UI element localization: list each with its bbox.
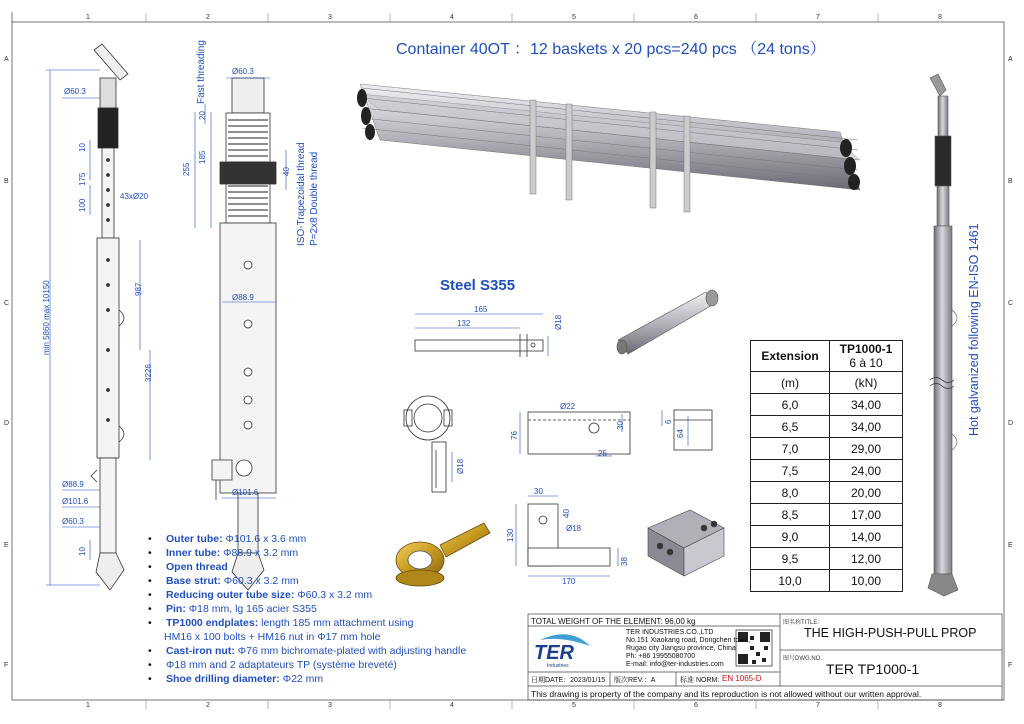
row-label-e-right: E xyxy=(1008,542,1013,549)
extension-cell: 8,0 xyxy=(751,482,830,504)
dim-plate-c-38: 38 xyxy=(620,557,629,566)
plate-a-drawing xyxy=(528,412,630,454)
container-note: Container 40OT ：12 baskets x 20 pcs=240 pcs （24 tons） xyxy=(396,41,826,58)
spec-item: • Outer tube: Φ101.6 x 3.6 mm xyxy=(148,533,307,545)
row-label-f: F xyxy=(4,662,9,669)
dim-head-d101: Ø101.6 xyxy=(232,488,259,497)
pin-3d-image xyxy=(617,290,718,354)
col-label-8: 8 xyxy=(938,14,942,21)
spec-item: • Reducing outer tube size: Φ60.3 x 3.2 mm xyxy=(148,589,373,601)
dim-plate-a-25: 25 xyxy=(598,449,607,458)
dim-left-10a: 10 xyxy=(78,143,87,152)
dim-plate-c-170: 170 xyxy=(562,577,576,586)
table-row xyxy=(751,504,903,526)
drawing-title-label: 图名称TITLE: xyxy=(783,620,820,626)
extension-cell: 9,0 xyxy=(751,526,830,548)
galvanized-note: Hot galvanized following EN-ISO 1461 xyxy=(967,223,981,436)
row-label-a-right: A xyxy=(1008,56,1013,63)
row-label-d: D xyxy=(4,420,10,427)
unit-m: (m) xyxy=(751,372,830,394)
dim-left-d60-top: Ø60.3 xyxy=(64,87,86,96)
dim-plate-c-30: 30 xyxy=(534,487,543,496)
dim-plate-c-d18: Ø18 xyxy=(566,524,582,533)
thread-note-2: P=2x8 Double thread xyxy=(309,151,320,246)
drawing-title: THE HIGH-PUSH-PULL PROP xyxy=(804,626,977,640)
spec-item: • Open thread xyxy=(148,561,228,573)
extension-cell: 8,5 xyxy=(751,504,830,526)
col-label-7: 7 xyxy=(816,14,820,21)
company-address-2: Rugao city Jiangsu province, China xyxy=(626,645,736,652)
company-email: E-mail: info@ter-industries.com xyxy=(626,661,724,668)
table-row xyxy=(751,394,903,416)
extension-cell: 7,0 xyxy=(751,438,830,460)
col-label-2: 2 xyxy=(206,14,210,21)
drawing-date: 日期DATE：2023/01/15 xyxy=(531,677,606,684)
fast-threading-label: Fast threading xyxy=(196,40,207,104)
load-cell: 14,00 xyxy=(830,526,903,548)
col-label-3: 3 xyxy=(328,14,332,21)
disclaimer: This drawing is property of the company and its reproduction is not allowed without our written approval. xyxy=(531,689,922,699)
header-extension: Extension xyxy=(751,341,830,372)
dim-pin-132: 132 xyxy=(457,319,471,328)
extension-cell: 10,0 xyxy=(751,570,830,592)
dim-left-d60-bottom: Ø60.3 xyxy=(62,517,84,526)
unit-kn: (kN) xyxy=(830,372,903,394)
col-label-5: 5 xyxy=(572,14,576,21)
row-label-e: E xyxy=(4,542,9,549)
col-label-6-bottom: 6 xyxy=(694,702,698,709)
ter-logo-sub: Industries xyxy=(547,663,569,669)
dim-head-185: 185 xyxy=(198,150,207,164)
load-table-units xyxy=(751,372,903,394)
prop-bundle-image xyxy=(360,84,860,212)
col-label-3-bottom: 3 xyxy=(328,702,332,709)
left-prop-drawing xyxy=(91,44,128,590)
dim-plate-b-6: 6 xyxy=(664,419,673,424)
col-label-1-bottom: 1 xyxy=(86,702,90,709)
row-label-d-right: D xyxy=(1008,420,1014,427)
load-cell: 10,00 xyxy=(830,570,903,592)
dim-plate-a-30: 30 xyxy=(616,421,625,430)
dim-left-987: 987 xyxy=(134,282,143,296)
col-label-4-bottom: 4 xyxy=(450,702,454,709)
row-label-c: C xyxy=(4,300,10,307)
dim-plate-a-76: 76 xyxy=(510,431,519,440)
company-name: TER INDUSTRIES.CO.,LTD xyxy=(626,629,714,636)
spec-item: • Shoe drilling diameter: Φ22 mm xyxy=(148,673,324,685)
load-cell: 24,00 xyxy=(830,460,903,482)
dim-pin-d18: Ø18 xyxy=(554,314,563,330)
row-label-f-right: F xyxy=(1008,662,1013,669)
dim-head-d60: Ø60.3 xyxy=(232,67,254,76)
table-row xyxy=(751,438,903,460)
total-weight: TOTAL WEIGHT OF THE ELEMENT: 96,00 kg xyxy=(531,617,696,626)
col-label-5-bottom: 5 xyxy=(572,702,576,709)
spec-item: • Pin: Φ18 mm, lg 165 acier S355 xyxy=(148,603,317,615)
pin-drawing xyxy=(415,334,543,357)
drawing-number-label: 图号DWG.NO. xyxy=(783,656,822,662)
dim-pin-165: 165 xyxy=(474,305,488,314)
table-row xyxy=(751,416,903,438)
dim-left-d101: Ø101.6 xyxy=(62,497,89,506)
load-cell: 34,00 xyxy=(830,394,903,416)
right-prop-3d-image xyxy=(928,74,958,596)
table-row xyxy=(751,570,903,592)
company-phone: Ph: +86 19955080700 xyxy=(626,653,696,660)
dim-left-100: 100 xyxy=(78,198,87,212)
spec-item: • Base strut: Φ60.3 x 3.2 mm xyxy=(148,575,299,587)
dim-left-10b: 10 xyxy=(78,547,87,556)
header-model-line2: 6 à 10 xyxy=(849,356,883,370)
threaded-head-drawing xyxy=(220,78,276,590)
dim-plate-c-40: 40 xyxy=(562,509,571,518)
table-row xyxy=(751,460,903,482)
spec-item: • Φ18 mm and 2 adaptateurs TP (système breveté) xyxy=(148,659,397,671)
table-row xyxy=(751,548,903,570)
drawing-number: TER TP1000-1 xyxy=(826,661,920,677)
extension-cell: 9,5 xyxy=(751,548,830,570)
norm-value: EN 1065-D xyxy=(722,674,762,683)
dim-nut-d18: Ø18 xyxy=(456,458,465,474)
row-label-c-right: C xyxy=(1008,300,1014,307)
table-row xyxy=(751,482,903,504)
load-table-header xyxy=(751,341,903,372)
extension-cell: 7,5 xyxy=(751,460,830,482)
col-label-1: 1 xyxy=(86,14,90,21)
spec-item: • TP1000 endplates: length 185 mm attachment using xyxy=(148,617,414,629)
load-cell: 34,00 xyxy=(830,416,903,438)
col-label-6: 6 xyxy=(694,14,698,21)
drawing-revision: 版次REV.：A xyxy=(614,677,656,684)
extension-cell: 6,5 xyxy=(751,416,830,438)
dim-head-255: 255 xyxy=(182,162,191,176)
clamp-drawing xyxy=(404,396,452,492)
row-label-b-right: B xyxy=(1008,178,1013,185)
dim-left-175: 175 xyxy=(78,172,87,186)
row-label-a: A xyxy=(4,56,9,63)
spec-list xyxy=(148,532,466,686)
norm-label: 标准 NORM: xyxy=(680,677,720,684)
spec-item: • Cast-iron nut: Φ76 mm bichromate-plated with adjusting handle xyxy=(148,645,467,657)
load-cell: 29,00 xyxy=(830,438,903,460)
dim-left-holes: 43xØ20 xyxy=(120,192,149,201)
row-label-b: B xyxy=(4,178,9,185)
load-cell: 20,00 xyxy=(830,482,903,504)
header-model-line1: TP1000-1 xyxy=(839,342,893,356)
dim-left-range: min 5860 max 10150 xyxy=(42,280,51,355)
dim-head-20: 20 xyxy=(198,111,207,120)
col-label-4: 4 xyxy=(450,14,454,21)
spec-item: • Inner tube: Φ88.9 x 3.2 mm xyxy=(148,547,299,559)
load-cell: 17,00 xyxy=(830,504,903,526)
plate-3d-image xyxy=(648,510,724,576)
load-table xyxy=(750,340,903,592)
dim-plate-a-d22: Ø22 xyxy=(560,402,576,411)
col-label-7-bottom: 7 xyxy=(816,702,820,709)
ter-logo: TER xyxy=(534,642,574,664)
extension-cell: 6,0 xyxy=(751,394,830,416)
dim-head-d88: Ø88.9 xyxy=(232,293,254,302)
dim-plate-c-130: 130 xyxy=(506,528,515,542)
spec-item-continuation: HM16 x 100 bolts + HM16 nut in Φ17 mm hole xyxy=(164,631,381,643)
company-address-1: No.151 Xiaokang road, Dongchen town, xyxy=(626,637,751,644)
dim-head-40: 40 xyxy=(282,167,291,176)
col-label-2-bottom: 2 xyxy=(206,702,210,709)
table-row xyxy=(751,526,903,548)
dim-plate-b-64: 64 xyxy=(676,429,685,438)
col-label-8-bottom: 8 xyxy=(938,702,942,709)
dim-left-3226: 3226 xyxy=(144,364,153,382)
dim-left-d88: Ø88.9 xyxy=(62,480,84,489)
thread-note-1: ISO-Trapezoidal thread xyxy=(296,142,307,246)
material-label: Steel S355 xyxy=(440,277,516,294)
header-model xyxy=(830,341,903,372)
load-cell: 12,00 xyxy=(830,548,903,570)
